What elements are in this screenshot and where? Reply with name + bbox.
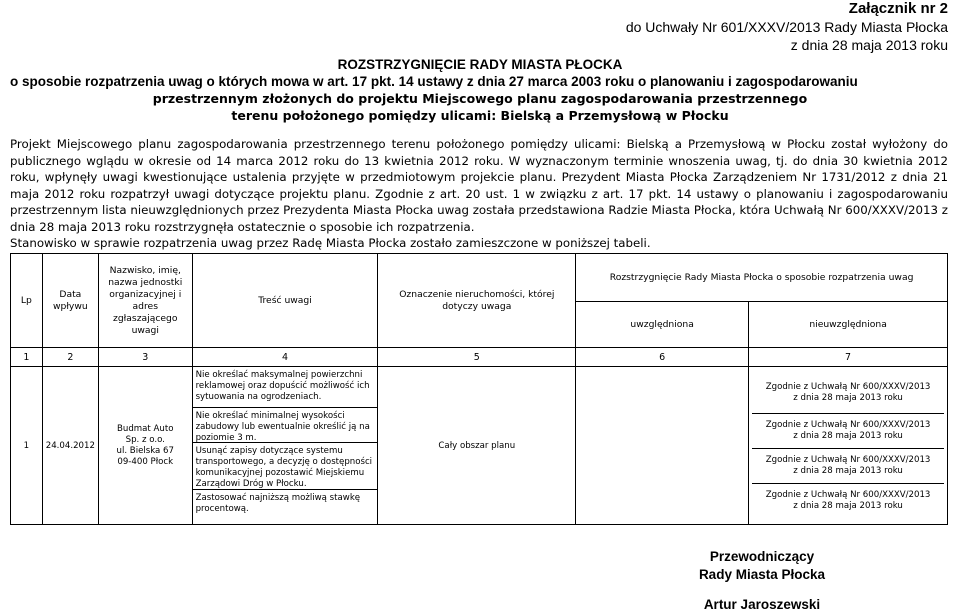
header-decision: Rozstrzygnięcie Rady Miasta Płocka o sposobie rozpatrzenia uwag xyxy=(576,254,948,302)
intro-text xyxy=(10,136,948,252)
remark-item: Usunąć zapisy dotyczące systemu transportowego, a decyzję o dostępności komunikacyjnej pozostawić Miejskiemu Zarządowi Dróg w Płocku. xyxy=(193,443,378,490)
signature-name: Artur Jaroszewski xyxy=(703,597,821,612)
decision-date: z dnia 28 maja 2013 roku xyxy=(793,393,903,403)
column-number: 2 xyxy=(42,348,98,367)
remark-item: Nie określać maksymalnej powierzchni reklamowej oraz dopuścić możliwość ich sytuowania na ogrodzeniach. xyxy=(193,367,378,408)
attachment-label: Załącznik nr 2 xyxy=(848,0,948,17)
column-number: 3 xyxy=(98,348,192,367)
submitter-street: ul. Bielska 67 xyxy=(116,445,174,456)
column-number: 7 xyxy=(749,348,948,367)
resolution-date: z dnia 28 maja 2013 roku xyxy=(790,37,948,53)
row-date: 24.04.2012 xyxy=(42,367,98,525)
header-lp: Lp xyxy=(11,254,43,348)
decision-text: Zgodnie z Uchwałą Nr 600/XXXV/2013 xyxy=(765,490,931,500)
column-number: 4 xyxy=(192,348,378,367)
title-line-3: przestrzennym złożonych do projektu Miejscowego planu zagospodarowania przestrzennego xyxy=(152,91,808,106)
document-title xyxy=(0,56,960,124)
decision-text: Zgodnie z Uchwałą Nr 600/XXXV/2013 xyxy=(765,382,931,392)
resolution-reference: do Uchwały Nr 601/XXXV/2013 Rady Miasta Płocka xyxy=(625,19,948,35)
submitter-company-type: Sp. z o.o. xyxy=(125,434,165,445)
row-submitter xyxy=(98,367,192,525)
remarks-table xyxy=(10,253,948,525)
row-rejected xyxy=(749,367,948,525)
decision-item xyxy=(752,414,944,449)
decision-item xyxy=(752,484,944,518)
decision-text: Zgodnie z Uchwałą Nr 600/XXXV/2013 xyxy=(765,455,931,465)
column-numbers-row xyxy=(11,348,948,367)
header-date: Data wpływu xyxy=(42,254,98,348)
row-property: Cały obszar planu xyxy=(378,367,576,525)
header-accepted: uwzględniona xyxy=(576,302,749,348)
signature-role: Przewodniczący xyxy=(709,549,815,564)
remark-item: Nie określać minimalnej wysokości zabudowy lub ewentualnie określić ją na poziomie 3 m. xyxy=(193,408,378,443)
header-property: Oznaczenie nieruchomości, której dotyczy uwaga xyxy=(378,254,576,348)
title-line-1: ROZSTRZYGNIĘCIE RADY MIASTA PŁOCKA xyxy=(337,57,623,72)
header-name: Nazwisko, imię, nazwa jednostki organizacyjnej i adres zgłaszającego uwagi xyxy=(98,254,192,348)
title-line-4: terenu położonego pomiędzy ulicami: Bielską a Przemysłową w Płocku xyxy=(231,108,729,123)
title-line-2: o sposobie rozpatrzenia uwag o których mowa w art. 17 pkt. 14 ustawy z dnia 27 marca 2003 roku o planowaniu i zagospodarowaniu xyxy=(10,74,858,89)
column-number: 6 xyxy=(576,348,749,367)
decision-date: z dnia 28 maja 2013 roku xyxy=(793,466,903,476)
row-lp: 1 xyxy=(11,367,43,525)
decision-item xyxy=(752,373,944,414)
decision-date: z dnia 28 maja 2013 roku xyxy=(793,431,903,441)
row-remark-content xyxy=(192,367,378,525)
remark-item: Zastosować najniższą możliwą stawkę procentową. xyxy=(195,493,361,514)
decision-text: Zgodnie z Uchwałą Nr 600/XXXV/2013 xyxy=(765,420,931,430)
column-number: 1 xyxy=(11,348,43,367)
header-rejected: nieuwzględniona xyxy=(749,302,948,348)
intro-last-line: Stanowisko w sprawie rozpatrzenia uwag przez Radę Miasta Płocka zostało zamieszczone w poniższej tabeli. xyxy=(10,236,651,250)
decision-date: z dnia 28 maja 2013 roku xyxy=(793,501,903,511)
decision-item xyxy=(752,449,944,484)
signature-block xyxy=(698,548,825,612)
column-number: 5 xyxy=(378,348,576,367)
submitter-name: Budmat Auto xyxy=(117,423,174,434)
header-content: Treść uwagi xyxy=(192,254,378,348)
table-row xyxy=(11,367,948,525)
signature-role-council: Rady Miasta Płocka xyxy=(698,567,825,582)
document-header xyxy=(626,0,948,54)
intro-paragraph: Projekt Miejscowego planu zagospodarowania przestrzennego terenu położonego pomiędzy ulicami: Bielską a Przemysłową w Płocku został wyłożony do publicznego wglądu w okresie od 14 marca 2012 roku do 13 kwietnia 2012 roku. W wyznaczonym terminie wnoszenia uwag, tj. do dnia 30 kwietnia 2012 roku, wpłynęły uwagi kwestionujące ustalenia przyjęte w przedmiotowym projekcie planu. Prezydent Miasta Płocka Zarządzeniem Nr 1731/2012 z dnia 21 maja 2012 roku rozpatrzył uwagi dotyczące projektu planu. Zgodnie z art. 20 ust. 1 w związku z art. 17 pkt. 14 ustawy o planowaniu i zagospodarowaniu przestrzennym lista nieuwzględnionych przez Prezydenta Miasta Płocka uwag została przedstawiona Radzie Miasta Płocka, która Uchwałą Nr 600/XXXV/2013 z dnia 28 maja 2013 roku rozstrzygnęła ostatecznie o sposobie ich rozpatrzenia. xyxy=(10,137,948,234)
submitter-city: 09-400 Płock xyxy=(117,456,174,467)
row-accepted xyxy=(576,367,749,525)
